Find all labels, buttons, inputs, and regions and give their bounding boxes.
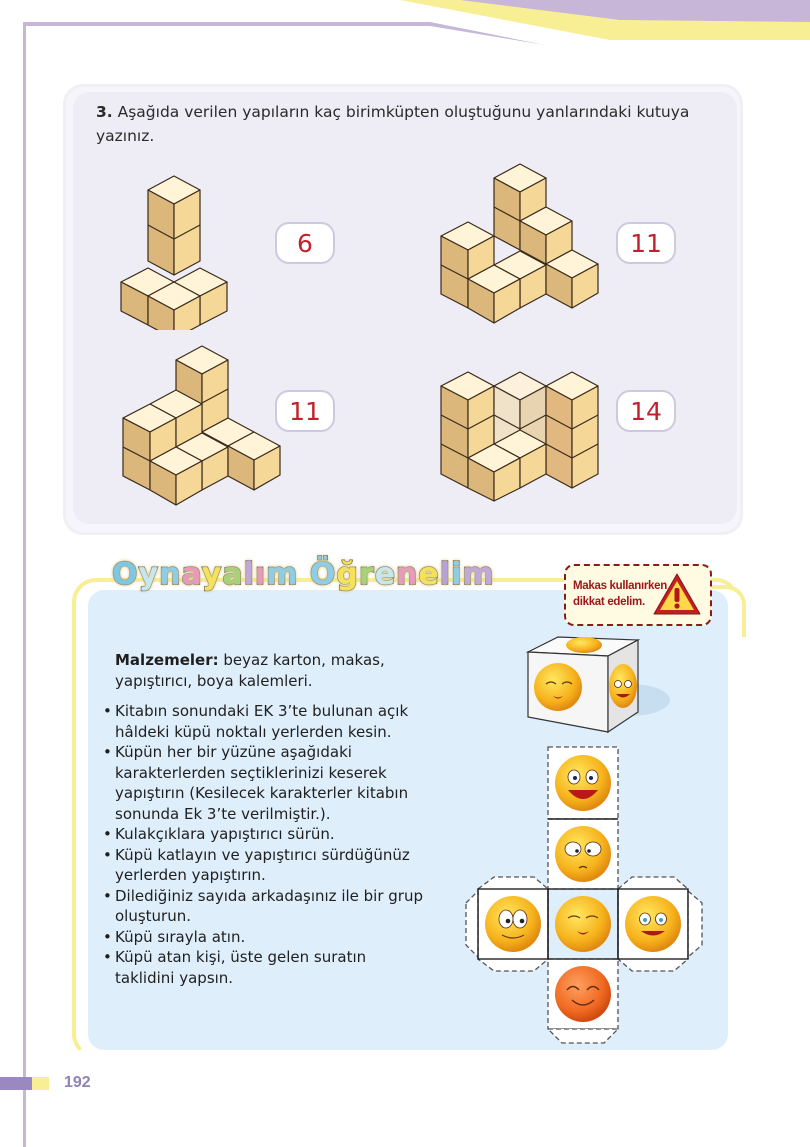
cube-structure-4 <box>438 368 603 503</box>
page-number-bar-yellow <box>32 1077 49 1090</box>
title-letter: n <box>396 557 419 592</box>
title-letter: y <box>201 557 223 592</box>
cube-structure-1 <box>118 175 233 330</box>
title-letter: m <box>266 557 299 592</box>
page-number-bar-purple <box>0 1077 32 1090</box>
game-instructions <box>115 650 427 988</box>
answer-box-structure-3[interactable]: 11 <box>275 390 335 432</box>
title-letter: r <box>358 557 375 592</box>
title-letter: l <box>439 557 452 592</box>
step-item: • Kulakçıklara yapıştırıcı sürün. <box>103 824 427 845</box>
title-letter: l <box>243 557 255 592</box>
steps-list <box>115 701 427 988</box>
answer-box-structure-1[interactable]: 6 <box>275 222 335 264</box>
question-text <box>96 100 726 148</box>
step-item: • Küpün her bir yüzüne aşağıdaki karakterlerden seçtiklerinizi keserek yapıştırın (Kesilecek karakterler kitabın sonunda Ek 3’te verilmiştir.). <box>103 742 427 824</box>
cube-structure-2 <box>438 160 603 330</box>
emoji-dice-illustration <box>520 632 670 737</box>
answer-box-structure-2[interactable]: 11 <box>616 222 676 264</box>
title-letter: e <box>418 557 440 592</box>
game-title-text <box>112 557 495 592</box>
title-letter: ğ <box>336 557 359 592</box>
step-item: • Küpü atan kişi, üste gelen suratın taklidini yapsın. <box>103 947 427 988</box>
warning-text: Makas kullanırken dikkat edelim. <box>573 580 667 608</box>
title-letter: a <box>181 557 202 592</box>
answer-box-structure-4[interactable]: 14 <box>616 390 676 432</box>
cube-structure-3 <box>120 342 285 512</box>
step-item: • Dilediğiniz sayıda arkadaşınız ile bir grup oluşturun. <box>103 886 427 927</box>
title-letter: n <box>159 557 182 592</box>
title-letter: a <box>222 557 244 592</box>
title-letter: y <box>138 557 160 592</box>
title-letter: i <box>451 557 463 592</box>
title-letter: m <box>462 557 495 592</box>
warning-triangle-icon <box>652 572 702 616</box>
game-title <box>112 557 495 592</box>
question-prompt: Aşağıda verilen yapıların kaç birimküpten oluştuğunu yanlarındaki kutuya yazınız. <box>96 103 690 145</box>
top-banner-decoration <box>0 0 810 60</box>
page-number: 192 <box>64 1074 91 1091</box>
step-item: • Küpü sırayla atın. <box>103 927 427 948</box>
step-item: • Kitabın sonundaki EK 3’te bulunan açık hâldeki küpü noktalı yerlerden kesin. <box>103 701 427 742</box>
question-number: 3. <box>96 103 113 121</box>
title-letter: ı <box>254 557 267 592</box>
left-margin-rule <box>23 22 26 1147</box>
cube-net-diagram <box>464 745 714 1045</box>
step-item: • Küpü katlayın ve yapıştırıcı sürdüğünüz yerlerden yapıştırın. <box>103 845 427 886</box>
title-letter: O <box>112 557 139 592</box>
materials-line: Malzemeler: beyaz karton, makas, yapıştırıcı, boya kalemleri. <box>115 651 385 690</box>
title-letter: Ö <box>309 557 337 592</box>
title-letter <box>298 557 309 592</box>
title-letter: e <box>374 557 397 592</box>
